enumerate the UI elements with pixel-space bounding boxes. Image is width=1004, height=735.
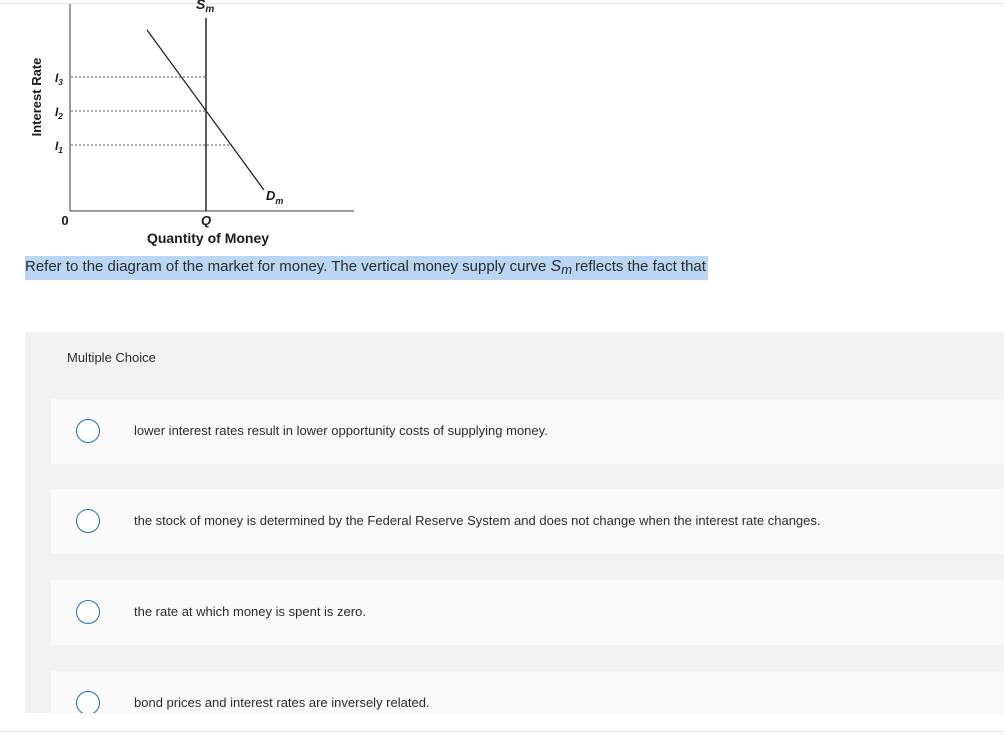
rate-label-i2: $I_2$: [55, 105, 63, 121]
answer-option[interactable]: [51, 489, 1004, 554]
money-market-diagram: [0, 0, 400, 252]
radio-button[interactable]: [76, 419, 100, 443]
answer-option-text: bond prices and interest rates are inversely related.: [134, 695, 430, 710]
answer-option-text: the stock of money is determined by the Federal Reserve System and does not change when the interest rate changes.: [134, 513, 821, 528]
question-symbol-sub: m: [561, 262, 573, 277]
answer-option[interactable]: [51, 580, 1004, 645]
answer-option[interactable]: [51, 399, 1004, 464]
radio-button[interactable]: [76, 509, 100, 533]
bottom-divider: [0, 731, 1004, 732]
answer-option-text: the rate at which money is spent is zero.: [134, 604, 366, 619]
quantity-q-label: Q: [200, 213, 212, 228]
y-axis-title: Interest Rate: [29, 57, 44, 137]
x-axis-title: Quantity of Money: [146, 230, 270, 246]
radio-button[interactable]: [76, 691, 100, 713]
answer-option[interactable]: [51, 671, 1004, 713]
question-symbol: S: [550, 258, 562, 275]
origin-label: 0: [61, 213, 69, 228]
demand-curve-label: $D_m$: [266, 188, 284, 206]
rate-label-i1: $I_1$: [55, 139, 63, 155]
rate-label-i3: $I_3$: [55, 71, 63, 87]
multiple-choice-panel: [25, 332, 1004, 713]
multiple-choice-label: Multiple Choice: [67, 350, 156, 365]
supply-curve-label: $S_m$: [196, 0, 215, 15]
radio-button[interactable]: [76, 600, 100, 624]
answer-option-text: lower interest rates result in lower opportunity costs of supplying money.: [134, 423, 548, 438]
question-prompt: [25, 256, 708, 280]
question-suffix: reflects the fact that: [575, 258, 706, 275]
question-prefix: Refer to the diagram of the market for money. The vertical money supply curve: [25, 258, 551, 275]
